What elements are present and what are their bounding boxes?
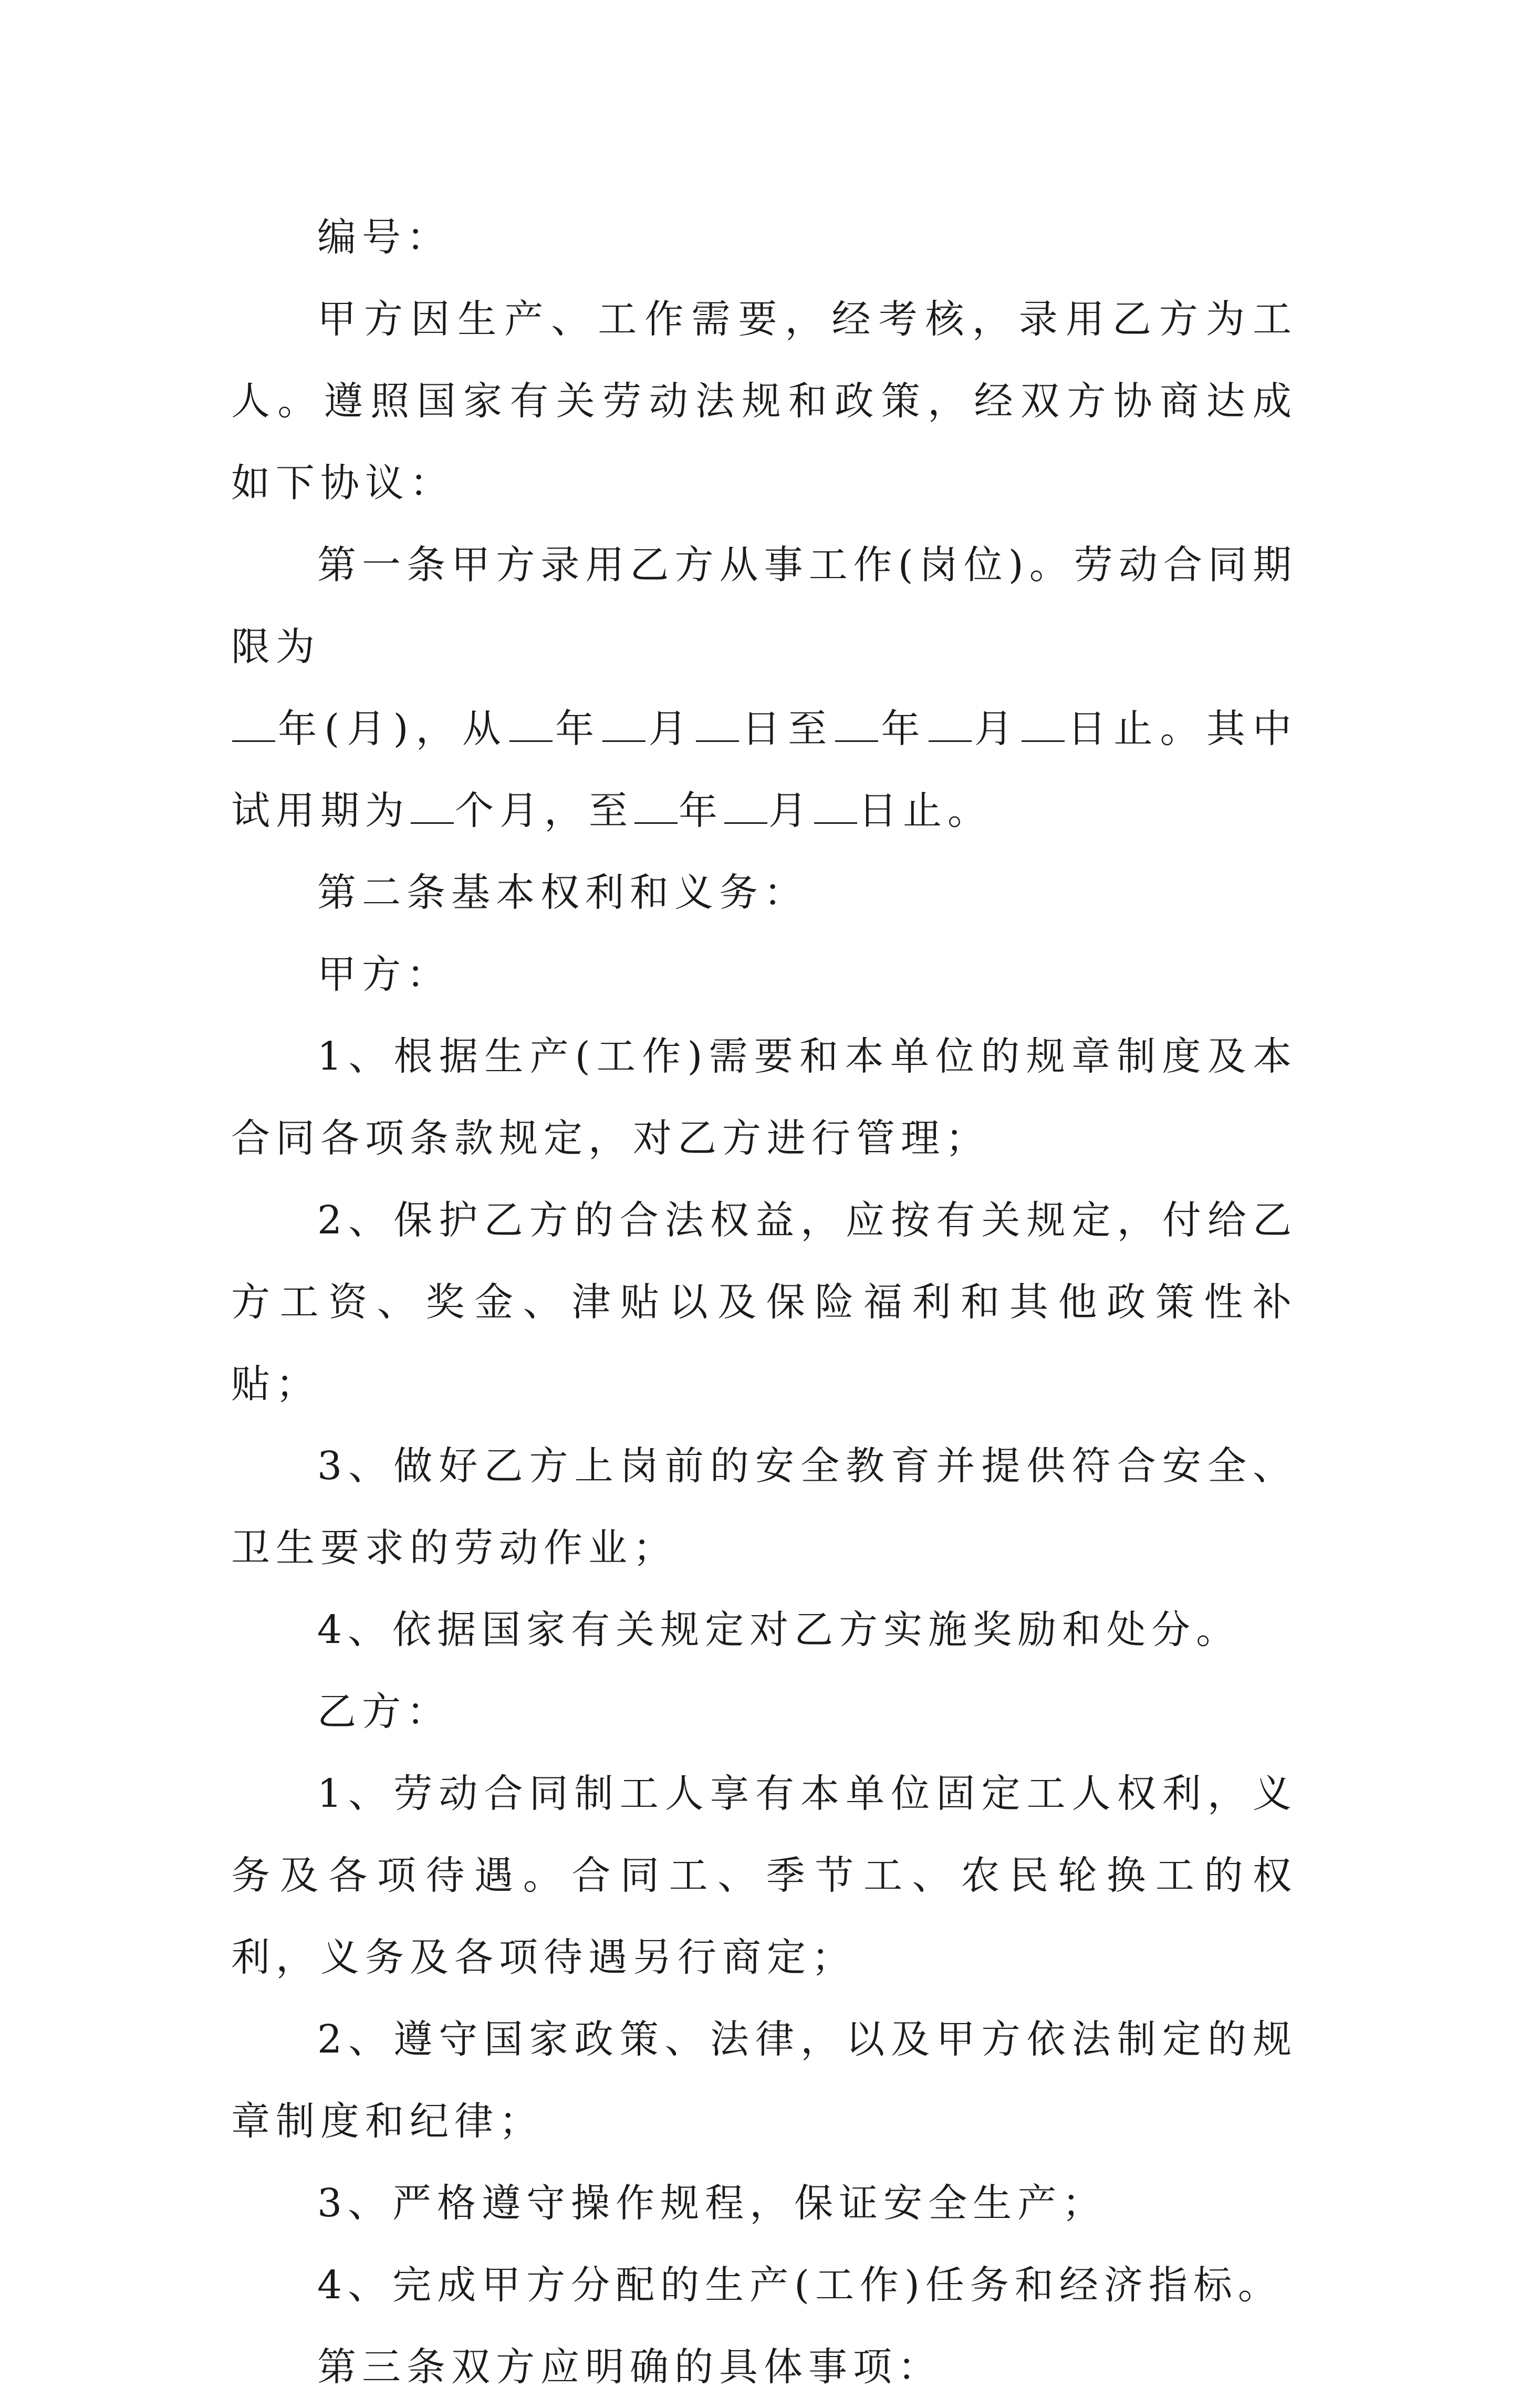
party-a-item-1: 1、根据生产(工作)需要和本单位的规章制度及本合同各项条款规定，对乙方进行管理； — [231, 1034, 1297, 1161]
article-1-text: 年(月)，从 — [276, 706, 509, 751]
article-1-text: 第一条甲方录用乙方从事工作(岗位)。劳动合同期限为 — [231, 542, 1297, 669]
article-1-text: 年 — [554, 706, 602, 751]
preamble-paragraph: 甲方因生产、工作需要，经考核，录用乙方为工人。遵照国家有关劳动法规和政策，经双方协商达成如下协议： — [231, 297, 1297, 506]
party-a-item-4: 4、依据国家有关规定对乙方实施奖励和处分。 — [317, 1607, 1241, 1652]
party-a-label: 甲方： — [317, 952, 451, 997]
article-3-heading: 第三条双方应明确的具体事项： — [317, 2344, 942, 2390]
article-1-text: 月 — [972, 706, 1021, 751]
blank-field — [724, 791, 767, 824]
article-1-paragraph — [231, 524, 1297, 852]
blank-field — [634, 791, 678, 824]
blank-field — [1022, 709, 1065, 742]
article-1-text: 月 — [647, 706, 695, 751]
blank-field — [602, 709, 646, 742]
document-body — [231, 196, 1297, 2408]
blank-field — [929, 709, 972, 742]
blank-field — [835, 709, 878, 742]
blank-field — [509, 709, 553, 742]
blank-field — [411, 791, 454, 824]
blank-field — [696, 709, 739, 742]
article-1-text: 个月，至 — [455, 788, 633, 833]
party-b-label: 乙方： — [317, 1689, 451, 1734]
article-1-text: 年 — [879, 706, 928, 751]
contract-number-label: 编号： — [317, 215, 451, 260]
blank-field — [232, 709, 275, 742]
party-a-item-2: 2、保护乙方的合法权益，应按有关规定，付给乙方工资、奖金、津贴以及保险福利和其他政策性补贴； — [231, 1198, 1297, 1407]
article-1-text: 日止。其中试用期为 — [231, 706, 1298, 833]
article-1-text: 年 — [679, 788, 723, 833]
party-b-item-1: 1、劳动合同制工人享有本单位固定工人权利，义务及各项待遇。合同工、季节工、农民轮换工的权利，义务及各项待遇另行商定； — [231, 1771, 1297, 1980]
party-b-item-3: 3、严格遵守操作规程，保证安全生产； — [317, 2181, 1107, 2226]
party-b-item-4: 4、完成甲方分配的生产(工作)任务和经济指标。 — [317, 2263, 1283, 2308]
party-b-item-2: 2、遵守国家政策、法律，以及甲方依法制定的规章制度和纪律； — [231, 2017, 1297, 2144]
party-a-item-3: 3、做好乙方上岗前的安全教育并提供符合安全、卫生要求的劳动作业； — [231, 1443, 1297, 1571]
article-2-heading: 第二条基本权利和义务： — [317, 870, 808, 915]
article-1-text: 月 — [768, 788, 813, 833]
blank-field — [814, 791, 857, 824]
article-1-text: 日止。 — [858, 788, 992, 833]
article-1-text: 日至 — [740, 706, 835, 751]
